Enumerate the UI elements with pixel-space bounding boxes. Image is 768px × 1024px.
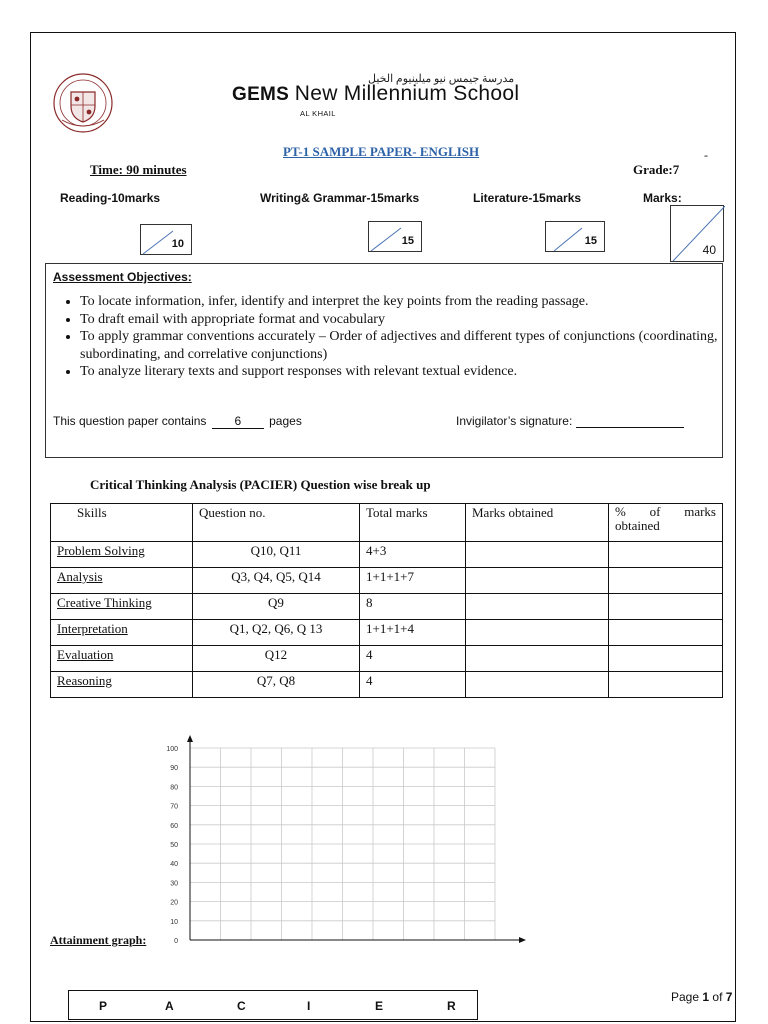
table-row (51, 646, 723, 672)
page-total: 7 (725, 990, 733, 1004)
table-row (51, 568, 723, 594)
signature-line[interactable] (576, 415, 684, 428)
skill-cell: Evaluation (51, 646, 193, 672)
pacier-strip (68, 990, 478, 1020)
y-tick-label: 20 (170, 899, 178, 907)
x-axis-arrow-icon (519, 937, 526, 943)
school-brand: GEMS (232, 84, 290, 105)
strip-letter: C (237, 999, 246, 1013)
school-location: AL KHAIL (300, 109, 336, 118)
literature-marks-label: Literature-15marks (473, 191, 582, 205)
invigilator-signature (456, 414, 684, 428)
page-current: 1 (702, 990, 710, 1004)
reading-max: 10 (171, 238, 184, 250)
school-crest-icon (52, 72, 114, 134)
total-cell: 4+3 (360, 542, 466, 568)
pacier-table (50, 503, 723, 698)
y-tick-label: 100 (166, 746, 178, 753)
skill-cell: Creative Thinking (51, 594, 193, 620)
total-cell: 1+1+1+4 (360, 620, 466, 646)
objectives-title: Assessment Objectives: (53, 270, 192, 284)
objective-item: • To apply grammar conventions accurately – Order of adjectives and different types of conjunctions (coordinating, subordinating, and correlative conjunctions) (80, 328, 740, 363)
skill-cell: Interpretation (51, 620, 193, 646)
total-max: 40 (702, 243, 716, 257)
school-name (232, 82, 519, 106)
header-skills: Skills (51, 504, 193, 542)
header-obtained: Marks obtained (466, 504, 609, 542)
strip-letter: R (447, 999, 456, 1013)
skill-cell: Reasoning (51, 672, 193, 698)
question-cell: Q3, Q4, Q5, Q14 (193, 568, 360, 594)
page-prefix: Page (671, 990, 700, 1004)
question-cell: Q9 (193, 594, 360, 620)
total-cell: 1+1+1+7 (360, 568, 466, 594)
writing-score-box[interactable] (368, 221, 422, 252)
obtained-cell[interactable] (466, 620, 609, 646)
attainment-graph-title: Attainment graph: (50, 933, 147, 947)
table-row (51, 542, 723, 568)
attainment-graph (150, 730, 550, 960)
y-axis-arrow-icon (187, 735, 193, 742)
y-tick-label: 0 (174, 938, 178, 945)
corner-dash: - (704, 148, 708, 162)
literature-max: 15 (584, 235, 597, 247)
obtained-cell[interactable] (466, 646, 609, 672)
page-number (671, 990, 732, 1004)
strip-letter: A (165, 999, 174, 1013)
header-question: Question no. (193, 504, 360, 542)
strip-letter: I (307, 999, 311, 1013)
total-cell: 8 (360, 594, 466, 620)
y-tick-label: 70 (170, 803, 178, 811)
writing-max: 15 (401, 235, 414, 247)
strip-letter: E (375, 999, 384, 1013)
school-name-text: New Millennium School (294, 82, 520, 105)
percent-cell[interactable] (609, 646, 723, 672)
school-name-arabic: مدرسة جيمس نيو ميلينيوم الخيل (368, 73, 515, 85)
table-row (51, 672, 723, 698)
table-row (51, 620, 723, 646)
reading-score-box[interactable] (140, 224, 192, 255)
total-cell: 4 (360, 672, 466, 698)
obtained-cell[interactable] (466, 672, 609, 698)
total-score-box[interactable] (670, 205, 724, 262)
objective-item: • To analyze literary texts and support responses with relevant textual evidence. (80, 363, 740, 381)
invigilator-label: Invigilator’s signature: (456, 414, 573, 428)
pages-prefix: This question paper contains (53, 414, 207, 428)
percent-cell[interactable] (609, 542, 723, 568)
header-percent: % of marks obtained (609, 504, 723, 542)
page-of: of (712, 990, 723, 1004)
reading-marks-label: Reading-10marks (60, 191, 161, 205)
obtained-cell[interactable] (466, 568, 609, 594)
objectives-list (58, 293, 740, 381)
y-tick-label: 50 (170, 842, 178, 849)
question-cell: Q7, Q8 (193, 672, 360, 698)
header-total: Total marks (360, 504, 466, 542)
total-cell: 4 (360, 646, 466, 672)
y-tick-label: 40 (170, 861, 178, 869)
y-tick-label: 80 (170, 784, 178, 792)
percent-cell[interactable] (609, 568, 723, 594)
table-row (51, 594, 723, 620)
total-marks-label: Marks: (643, 191, 682, 205)
pages-suffix: pages (269, 414, 302, 428)
writing-marks-label: Writing& Grammar-15marks (260, 191, 420, 205)
percent-cell[interactable] (609, 672, 723, 698)
question-cell: Q12 (193, 646, 360, 672)
page-count-line (53, 414, 302, 429)
question-cell: Q1, Q2, Q6, Q 13 (193, 620, 360, 646)
strip-letter: P (99, 999, 108, 1013)
skill-cell: Analysis (51, 568, 193, 594)
literature-score-box[interactable] (545, 221, 605, 252)
y-tick-label: 90 (170, 765, 178, 773)
grade-label: Grade:7 (633, 162, 680, 177)
pages-count: 6 (212, 414, 264, 429)
percent-cell[interactable] (609, 620, 723, 646)
y-tick-label: 60 (170, 822, 178, 830)
objective-item: • To draft email with appropriate format and vocabulary (80, 311, 740, 329)
question-cell: Q10, Q11 (193, 542, 360, 568)
percent-cell[interactable] (609, 594, 723, 620)
skill-cell: Problem Solving (51, 542, 193, 568)
y-tick-label: 30 (170, 880, 178, 888)
obtained-cell[interactable] (466, 542, 609, 568)
time-label: Time: 90 minutes (90, 162, 187, 177)
y-tick-label: 10 (170, 918, 178, 926)
obtained-cell[interactable] (466, 594, 609, 620)
paper-title: PT-1 SAMPLE PAPER- ENGLISH (283, 144, 480, 159)
objective-item: • To locate information, infer, identify and interpret the key points from the reading passage. (80, 293, 740, 311)
pacier-title: Critical Thinking Analysis (PACIER) Question wise break up (90, 477, 431, 492)
table-header-row (51, 504, 723, 542)
